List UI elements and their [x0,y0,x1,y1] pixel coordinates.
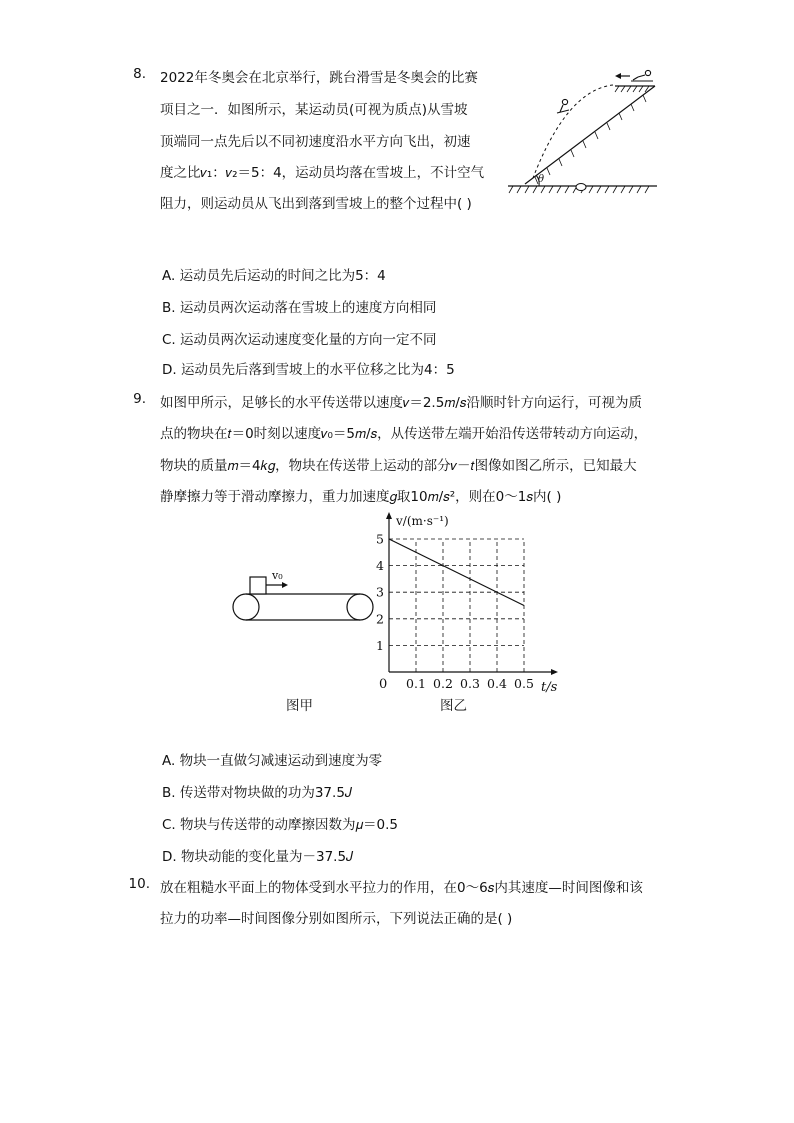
question-text-line: 放在粗糙水平面上的物体受到水平拉力的作用，在0～6𝑠内其速度—时间图像和该 [160,880,643,896]
question-text-line: 拉力的功率—时间图像分别如图所示，下列说法正确的是( ) [160,911,513,927]
ground-marker [576,184,586,191]
question-number: 10. [128,876,150,892]
question-text-line: 阻力，则运动员从飞出到落到雪坡上的整个过程中( ) [160,196,472,212]
x-axis-label: t/s [541,680,558,695]
option-a: A. 运动员先后运动的时间之比为5：4 [162,268,386,284]
ski-slope-figure [505,68,660,198]
block [250,577,266,594]
series-line-v [389,539,524,606]
question-text-line: 点的物块在𝑡＝0时刻以速度𝑣₀＝5𝑚/𝑠，从传送带左端开始沿传送带转动方向运动， [160,426,648,442]
trajectory-path [533,85,613,178]
question-text-line: 如图甲所示，足够长的水平传送带以速度𝑣＝2.5𝑚/𝑠沿顺时针方向运行，可视为质 [160,395,642,411]
question-text-line: 度之比𝑣₁：𝑣₂＝5：4，运动员均落在雪坡上，不计空气 [160,165,485,181]
y-axis-label: v/(m·s⁻¹) [396,514,449,528]
question-text-line: 2022年冬奥会在北京举行，跳台滑雪是冬奥会的比赛 [160,70,478,86]
question-text-line: 物块的质量𝑚＝4𝑘𝑔，物块在传送带上运动的部分𝑣－𝑡图像如图乙所示，已知最大 [160,458,637,474]
figure-caption-yi: 图乙 [440,698,467,714]
question-number: 8. [133,66,146,82]
left-roller [233,594,259,620]
question-text-line: 静摩擦力等于滑动摩擦力，重力加速度𝑔取10𝑚/𝑠²，则在0～1𝑠内( ) [160,489,562,505]
x-tick-label: 0.4 [487,676,507,691]
figure-caption-jia: 图甲 [286,698,313,714]
slope-hatching [535,95,646,184]
x-tick-label: 0.3 [460,676,480,691]
y-tick-label: 1 [376,637,384,653]
vt-chart [360,510,570,695]
conveyor-belt-figure [228,565,378,630]
question-number: 9. [133,391,146,407]
platform-hatching [615,86,649,92]
x-axis-arrow [551,669,558,675]
option-c: C. 物块与传送带的动摩擦因数为𝜇＝0.5 [162,817,398,833]
angle-label: θ [538,174,545,185]
option-c: C. 运动员两次运动速度变化量的方向一定不同 [162,332,437,348]
arrow-right-icon [282,582,288,588]
y-axis-arrow [386,512,392,519]
skier-icon [631,70,653,81]
arrow-left-icon [615,73,630,79]
origin-label: 0 [379,677,388,692]
option-a: A. 物块一直做匀减速运动到速度为零 [162,753,383,769]
option-d: D. 物块动能的变化量为－37.5𝐽 [162,849,354,865]
x-tick-label: 0.2 [433,676,453,691]
y-tick-label: 2 [376,611,384,627]
option-d: D. 运动员先后落到雪坡上的水平位移之比为4：5 [162,362,455,378]
v0-label: v₀ [272,569,283,582]
x-tick-label: 0.1 [406,676,426,691]
y-tick-label: 4 [376,558,384,574]
skier-midair-icon [557,99,569,113]
option-b: B. 传送带对物块做的功为37.5𝐽 [162,785,353,801]
option-b: B. 运动员两次运动落在雪坡上的速度方向相同 [162,300,437,316]
slope-line [525,86,655,184]
question-text-line: 顶端同一点先后以不同初速度沿水平方向飞出，初速 [160,134,471,150]
y-tick-label: 3 [376,584,384,600]
question-text-line: 项目之一．如图所示，某运动员(可视为质点)从雪坡 [160,102,468,118]
y-tick-label: 5 [376,531,384,547]
x-tick-label: 0.5 [514,676,534,691]
